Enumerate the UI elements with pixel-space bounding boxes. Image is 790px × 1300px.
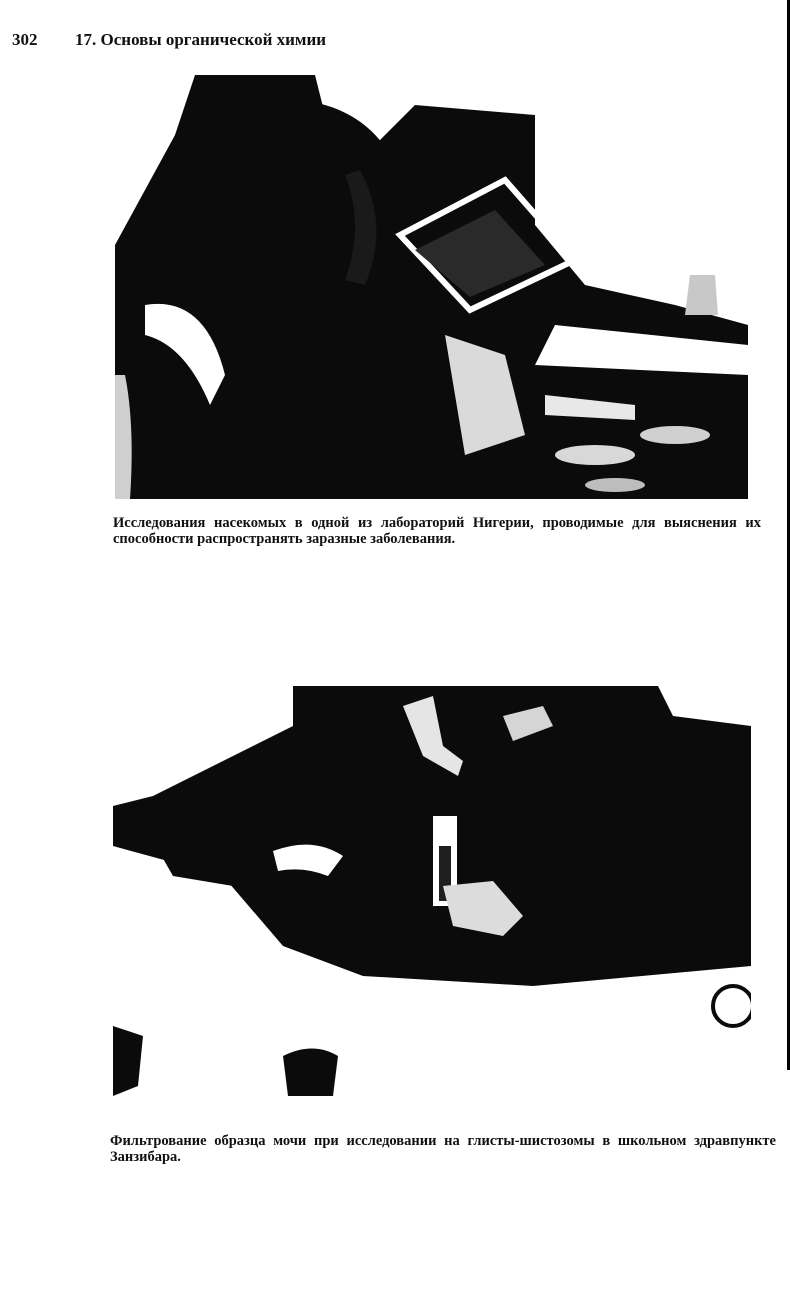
urine-filtration-photo <box>113 686 751 1116</box>
figure-caption-2: Фильтрование образца мочи при исследовании на глисты-шистозомы в школьном здравпункте Занзибара. <box>110 1133 776 1165</box>
figure-caption-1: Исследования насекомых в одной из лабораторий Нигерии, проводимые для выяснения их способности распространять заразные заболевания. <box>113 515 761 547</box>
page-number: 302 <box>12 30 38 49</box>
running-title: 17. Основы органической химии <box>75 30 327 49</box>
page-header <box>12 30 712 54</box>
lab-insect-research-photo <box>115 75 748 499</box>
